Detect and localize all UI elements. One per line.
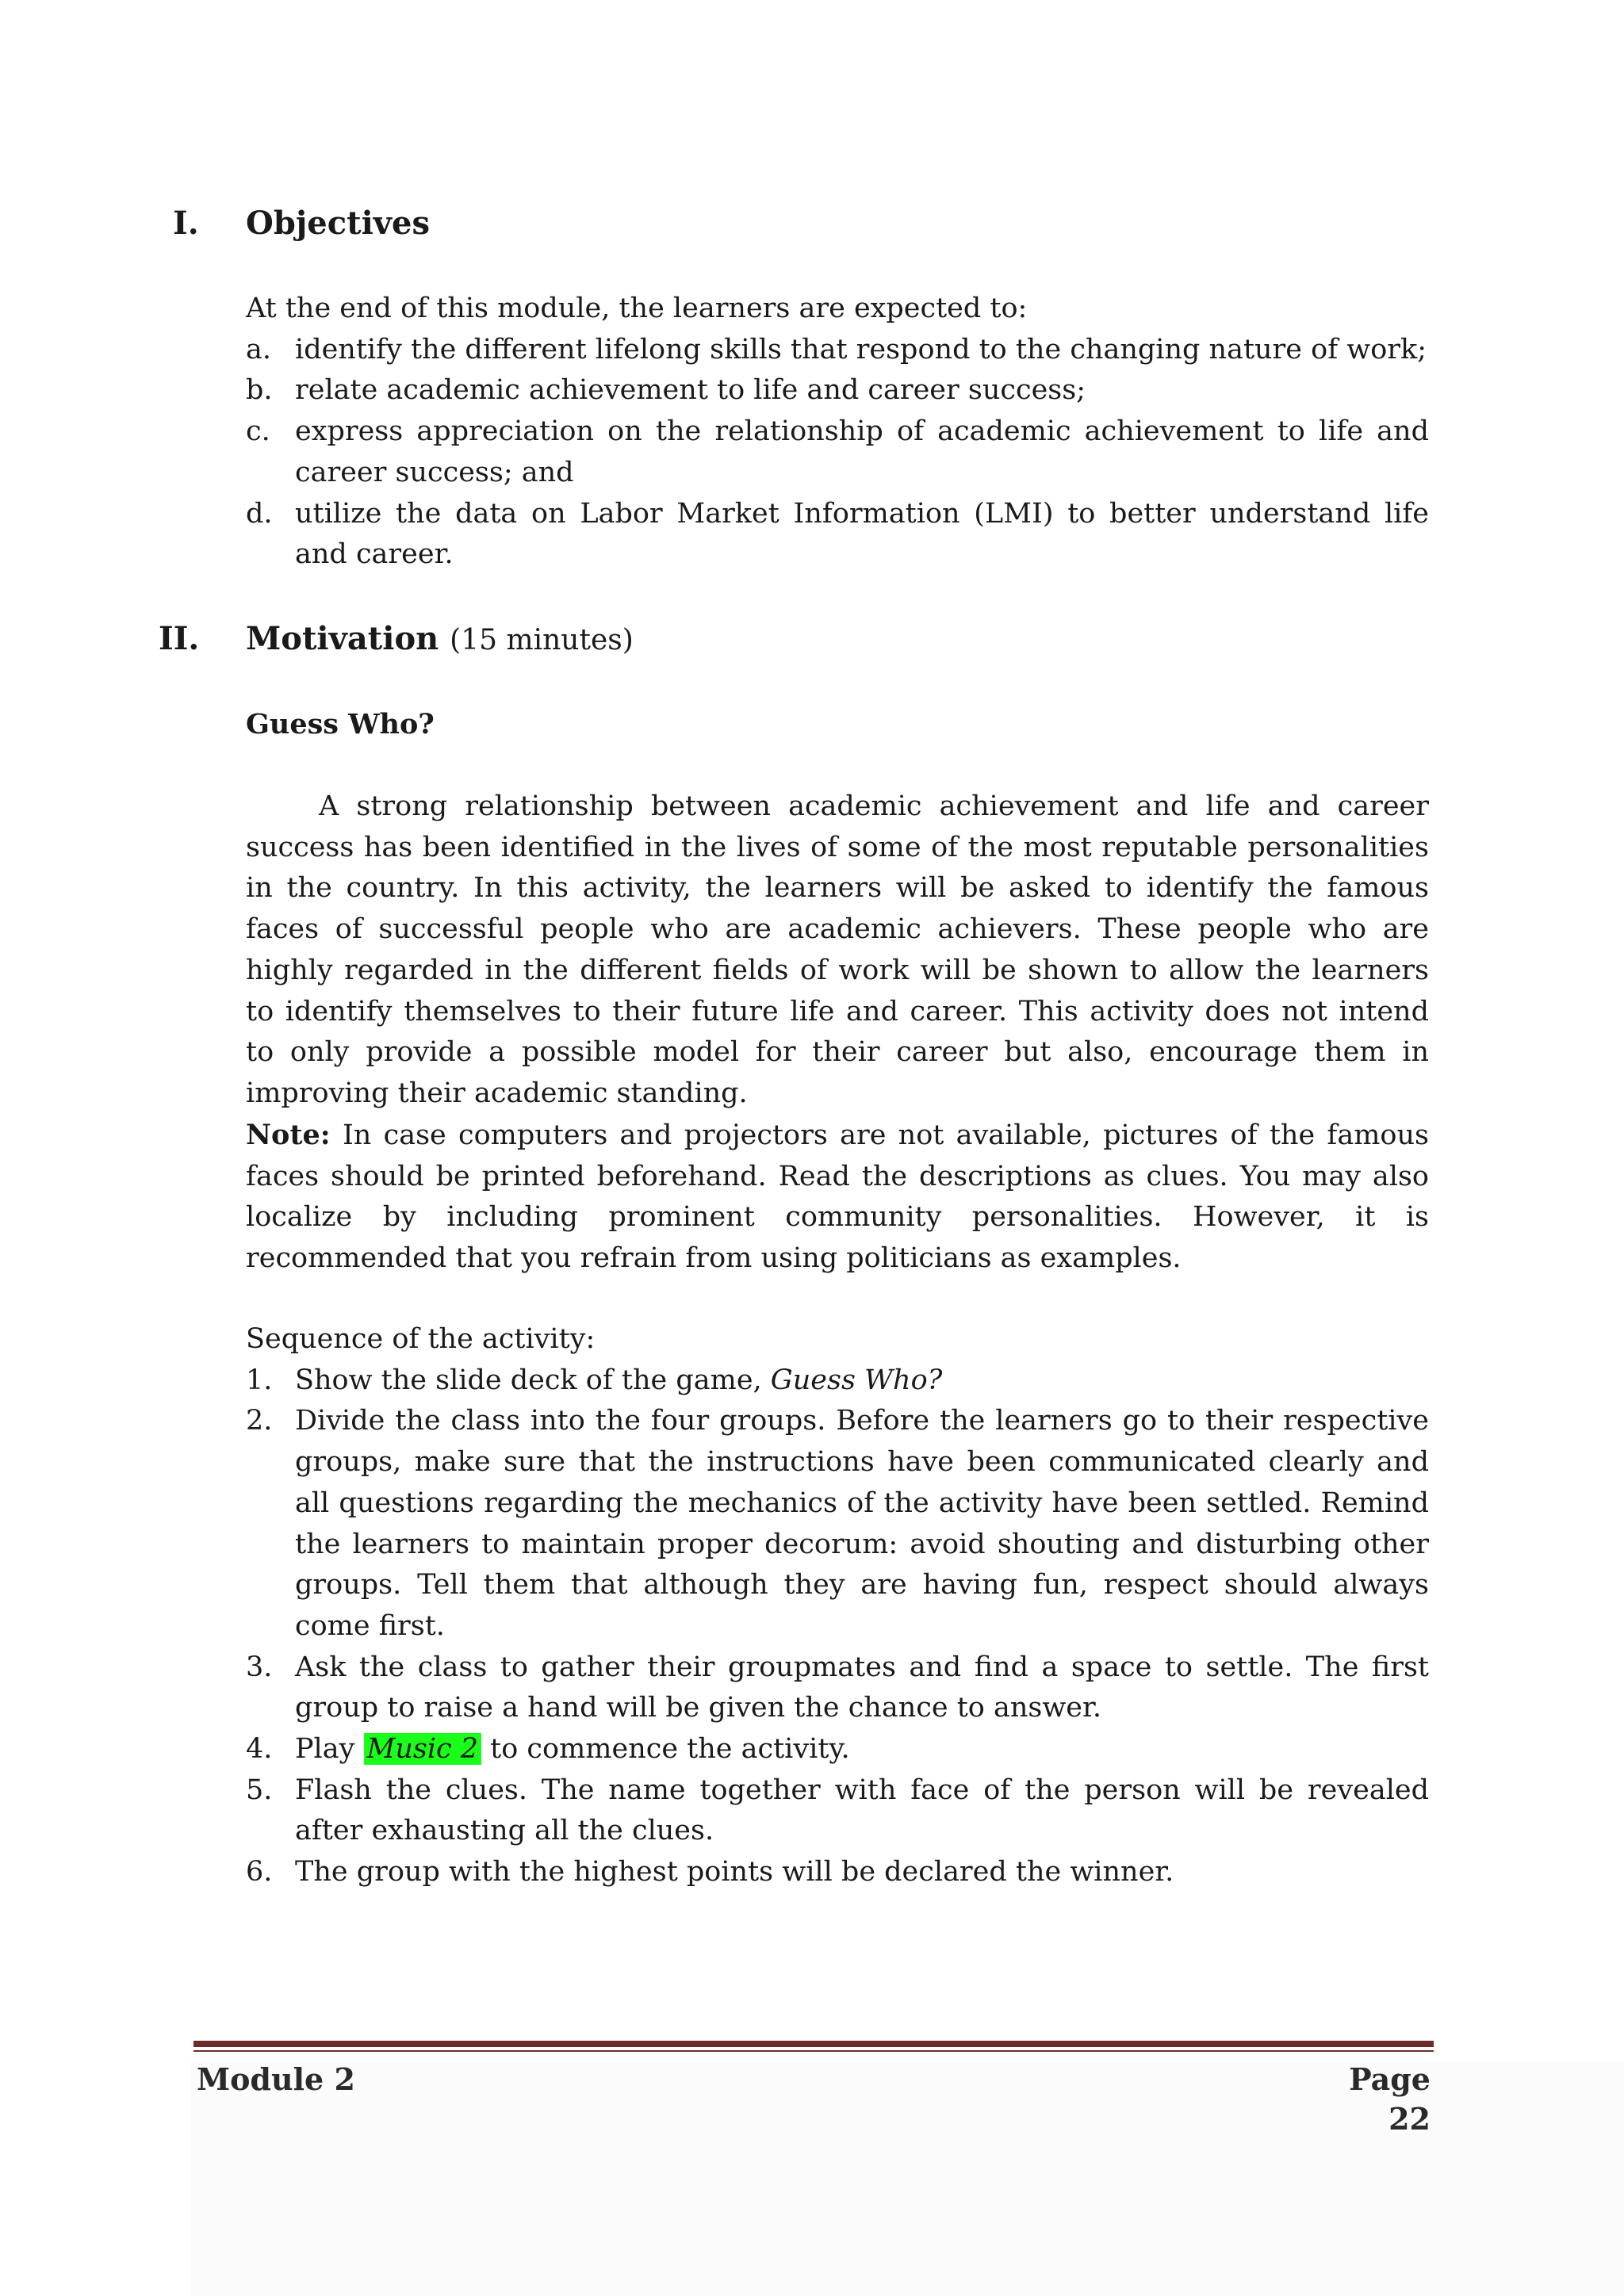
list-text bbox=[295, 1729, 1429, 1770]
game-name: Guess Who? bbox=[770, 1364, 943, 1396]
list-item bbox=[246, 1770, 1429, 1852]
sequence-intro: Sequence of the activity: bbox=[246, 1323, 596, 1355]
list-text: The group with the highest points will be declared the winner. bbox=[295, 1856, 1174, 1888]
section-title bbox=[246, 615, 634, 664]
footer-page-number: Page 22 bbox=[1349, 2061, 1431, 2137]
list-text: Flash the clues. The name together with face of the person will be revealed after exhausting all the clues. bbox=[295, 1774, 1429, 1847]
note-label: Note: bbox=[246, 1119, 331, 1151]
list-marker: 6. bbox=[246, 1856, 273, 1888]
list-marker: 1. bbox=[246, 1364, 273, 1396]
sequence-list bbox=[246, 1319, 1429, 1893]
list-text: Divide the class into the four groups. Before the learners go to their respective groups, make sure that the instructions have been communicated clearly and all questions regarding the mechanics of the activity have been settled. Remind the learners to maintain proper decorum: avoid shouting and disturbing other groups. Tell them that although they are having fun, respect should always come first. bbox=[295, 1405, 1429, 1642]
list-item bbox=[246, 1647, 1429, 1729]
motivation-duration: (15 minutes) bbox=[450, 624, 634, 656]
list-text: utilize the data on Labor Market Information (LMI) to better understand life and career. bbox=[295, 497, 1429, 571]
list-item bbox=[246, 1360, 1429, 1402]
list-item bbox=[246, 370, 1429, 411]
step-text: to commence the activity. bbox=[481, 1733, 850, 1766]
list-item bbox=[246, 330, 1429, 371]
section-number: I. bbox=[173, 205, 199, 242]
list-text: Ask the class to gather their groupmates and find a space to settle. The first group to raise a hand will be given the chance to answer. bbox=[295, 1651, 1429, 1724]
note-paragraph bbox=[246, 1115, 1429, 1280]
list-item bbox=[246, 1852, 1429, 1893]
list-text bbox=[295, 1360, 1429, 1402]
list-marker: 4. bbox=[246, 1733, 273, 1766]
step-text: Show the slide deck of the game, bbox=[295, 1364, 771, 1396]
list-item bbox=[246, 494, 1429, 576]
paragraph-text: A strong relationship between academic achievement and life and career success has been identified in the lives of some of the most reputable personalities in the country. In this activity, the learners will be asked to identify the famous faces of successful people who are academic achievers. These people who are highly regarded in the different fields of work will be shown to allow the learners to identify themselves to their future life and career. This activity does not intend to only provide a possible model for their career but also, encourage them in improving their academic standing. bbox=[246, 790, 1429, 1109]
note-text: In case computers and projectors are not available, pictures of the famous faces should be printed beforehand. Read the descriptions as clues. You may also localize by including prominent community personalities. However, it is recommended that you refrain from using politicians as examples. bbox=[246, 1119, 1429, 1275]
step-text: Play bbox=[295, 1733, 364, 1766]
motivation-paragraph bbox=[246, 786, 1429, 1115]
list-marker: 2. bbox=[246, 1405, 273, 1437]
footer-rule bbox=[193, 2041, 1434, 2047]
list-marker: 3. bbox=[246, 1651, 273, 1683]
motivation-title: Motivation bbox=[246, 620, 439, 657]
list-marker: c. bbox=[246, 415, 270, 448]
list-item bbox=[246, 1729, 1429, 1770]
section-title: Objectives bbox=[246, 205, 430, 242]
footer-rule-thin bbox=[193, 2050, 1434, 2052]
list-text: express appreciation on the relationship of academic achievement to life and career success; and bbox=[295, 415, 1429, 488]
list-text: identify the different lifelong skills that respond to the changing nature of work; bbox=[295, 333, 1427, 365]
list-marker: a. bbox=[246, 333, 271, 365]
list-item bbox=[246, 411, 1429, 493]
list-item bbox=[246, 1401, 1429, 1647]
objectives-intro: At the end of this module, the learners are expected to: bbox=[246, 293, 1028, 324]
list-marker: 5. bbox=[246, 1774, 273, 1806]
list-text: relate academic achievement to life and career success; bbox=[295, 374, 1086, 407]
activity-title: Guess Who? bbox=[246, 708, 435, 740]
footer-module: Module 2 bbox=[197, 2061, 355, 2097]
music-highlight: Music 2 bbox=[364, 1733, 482, 1765]
section-number: II. bbox=[159, 620, 200, 657]
list-marker: d. bbox=[246, 497, 273, 530]
list-marker: b. bbox=[246, 374, 273, 407]
objectives-body bbox=[246, 289, 1429, 576]
